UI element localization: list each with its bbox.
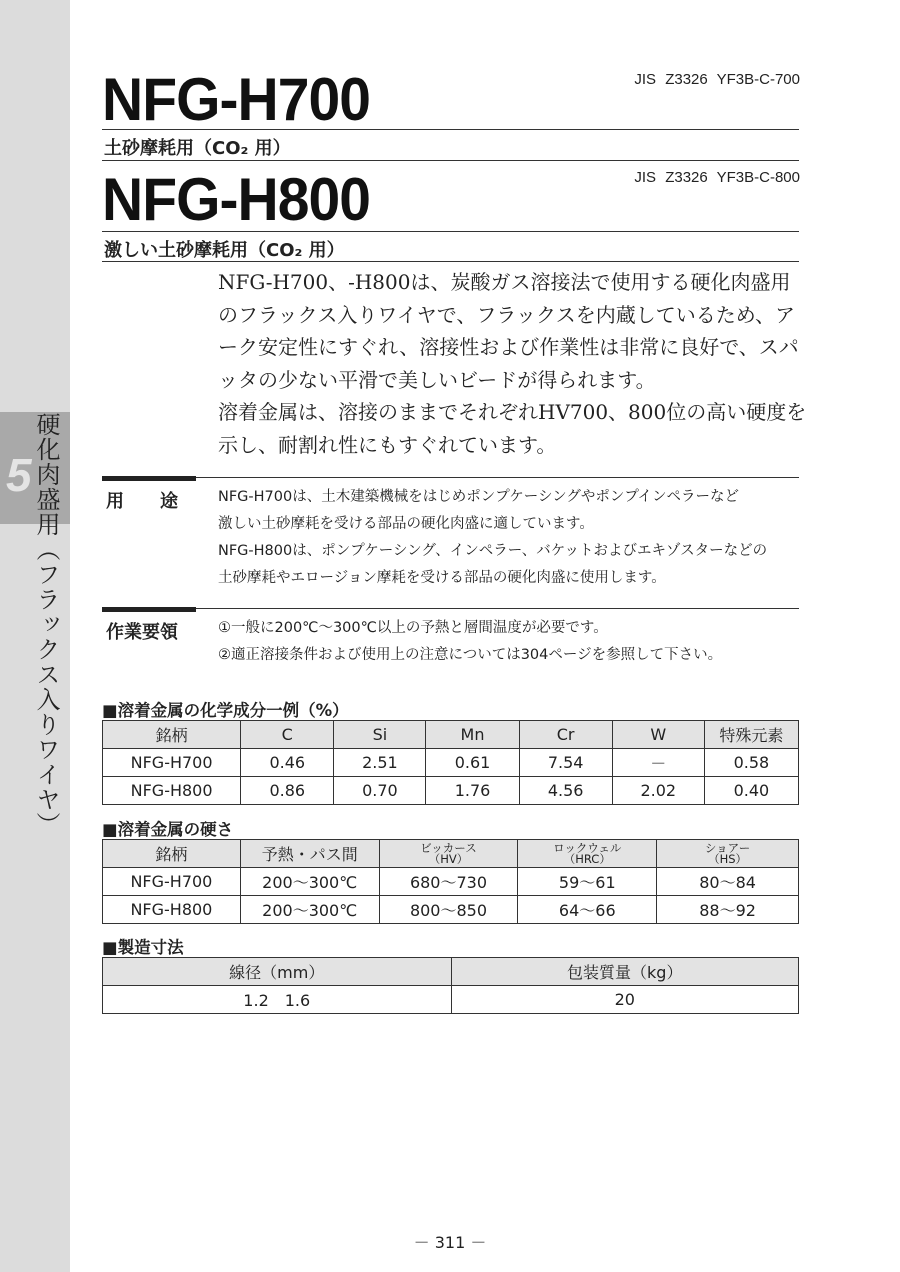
- divider: [102, 129, 799, 130]
- intro-text: [218, 266, 808, 461]
- product-use-h700: 土砂摩耗用（CO₂ 用）: [104, 138, 291, 159]
- table-cell: 7.54: [519, 749, 612, 777]
- hardness-table-title: ■溶着金属の硬さ: [102, 820, 234, 839]
- intro-paragraph: 溶着金属は、溶接のままでそれぞれHV700、800位の高い硬度を示し、耐割れ性にもすぐれています。: [218, 400, 807, 457]
- table-cell: 64～66: [518, 896, 657, 924]
- section-rule: [196, 608, 799, 609]
- table-header: [379, 840, 518, 868]
- work-line: ②適正溶接条件および使用上の注意については304ページを参照して下さい。: [218, 647, 723, 663]
- table-header: C: [241, 721, 334, 749]
- table-header: 銘柄: [103, 840, 241, 868]
- work-label: 作業要領: [106, 622, 178, 643]
- chem-table: [102, 720, 799, 805]
- table-cell: 2.02: [612, 777, 704, 805]
- table-header: [518, 840, 657, 868]
- table-cell: 1.2 1.6: [103, 986, 452, 1014]
- table-cell: NFG-H800: [103, 896, 241, 924]
- usage-line: NFG-H800は、ポンプケーシング、インペラー、バケットおよびエキゾスターなどの: [218, 543, 768, 559]
- table-cell: 88～92: [657, 896, 799, 924]
- divider: [102, 261, 799, 262]
- section-bar: [102, 607, 196, 612]
- table-cell: 800～850: [379, 896, 518, 924]
- table-row: [103, 868, 799, 896]
- table-cell: 20: [451, 986, 799, 1014]
- usage-line: NFG-H700は、土木建築機械をはじめポンプケーシングやポンプインペラーなど: [218, 489, 740, 505]
- table-cell: 2.51: [334, 749, 426, 777]
- divider: [102, 231, 799, 232]
- header-line: ショアー: [704, 840, 751, 855]
- table-cell: 1.76: [426, 777, 519, 805]
- chem-table-title: ■溶着金属の化学成分一例（%）: [102, 701, 349, 720]
- work-text: [218, 615, 808, 669]
- table-cell: NFG-H800: [103, 777, 241, 805]
- table-cell: 4.56: [519, 777, 612, 805]
- table-header: 特殊元素: [704, 721, 798, 749]
- table-header: 包装質量（kg）: [451, 958, 799, 986]
- product-name-h700: NFG-H700: [102, 66, 370, 133]
- product-name-h800: NFG-H800: [102, 166, 370, 233]
- header-line: ビッカース: [420, 840, 477, 855]
- table-header: Mn: [426, 721, 519, 749]
- divider: [102, 160, 799, 161]
- product-use-h800: 激しい土砂摩耗用（CO₂ 用）: [104, 240, 345, 261]
- table-cell: 0.61: [426, 749, 519, 777]
- table-header: Si: [334, 721, 426, 749]
- table-cell: NFG-H700: [103, 868, 241, 896]
- page-number: － 311 －: [413, 1233, 487, 1252]
- jis-code-h700: JIS Z3326 YF3B-C-700: [634, 71, 800, 88]
- usage-line: 土砂摩耗やエロージョン摩耗を受ける部品の硬化肉盛に使用します。: [218, 570, 666, 586]
- table-cell: NFG-H700: [103, 749, 241, 777]
- table-row: [103, 749, 799, 777]
- header-line: ロックウェル: [553, 840, 622, 855]
- table-cell: 0.70: [334, 777, 426, 805]
- section-number: 5: [6, 449, 32, 501]
- usage-text: [218, 484, 808, 592]
- usage-label: 用 途: [106, 491, 178, 512]
- table-header-row: [103, 958, 799, 986]
- table-row: [103, 986, 799, 1014]
- table-header-row: [103, 840, 799, 868]
- usage-line: 激しい土砂摩耗を受ける部品の硬化肉盛に適しています。: [218, 516, 594, 532]
- table-cell: 200～300℃: [240, 896, 379, 924]
- table-header: Cr: [519, 721, 612, 749]
- table-header: 銘柄: [103, 721, 241, 749]
- table-cell: －: [612, 749, 704, 777]
- table-cell: 59～61: [518, 868, 657, 896]
- section-rule: [196, 477, 799, 478]
- size-table: [102, 957, 799, 1014]
- table-header: W: [612, 721, 704, 749]
- table-cell: 0.86: [241, 777, 334, 805]
- size-table-title: ■製造寸法: [102, 938, 184, 957]
- table-cell: 680～730: [379, 868, 518, 896]
- table-cell: 80～84: [657, 868, 799, 896]
- section-bar: [102, 476, 196, 481]
- table-cell: 200～300℃: [240, 868, 379, 896]
- header-line: （HRC）: [563, 851, 611, 866]
- table-header-row: [103, 721, 799, 749]
- header-line: （HV）: [428, 851, 469, 866]
- table-header: [657, 840, 799, 868]
- section-title: 硬化肉盛用（フラックス入りワイヤ）: [32, 412, 60, 837]
- work-line: ①一般に200℃～300℃以上の予熱と層間温度が必要です。: [218, 620, 608, 636]
- table-header: 線径（mm）: [103, 958, 452, 986]
- table-cell: 0.46: [241, 749, 334, 777]
- table-cell: 0.58: [704, 749, 798, 777]
- header-line: （HS）: [708, 851, 748, 866]
- table-header: 予熱・パス間: [240, 840, 379, 868]
- jis-code-h800: JIS Z3326 YF3B-C-800: [634, 169, 800, 186]
- hardness-table: [102, 839, 799, 924]
- table-row: [103, 777, 799, 805]
- table-cell: 0.40: [704, 777, 798, 805]
- intro-paragraph: NFG-H700、-H800は、炭酸ガス溶接法で使用する硬化肉盛用のフラックス入りワイヤで、フラックスを内蔵しているため、アーク安定性にすぐれ、溶接性および作業性は非常に良好で、スパッタの少ない平滑で美しいビードが得られます。: [218, 270, 799, 392]
- table-row: [103, 896, 799, 924]
